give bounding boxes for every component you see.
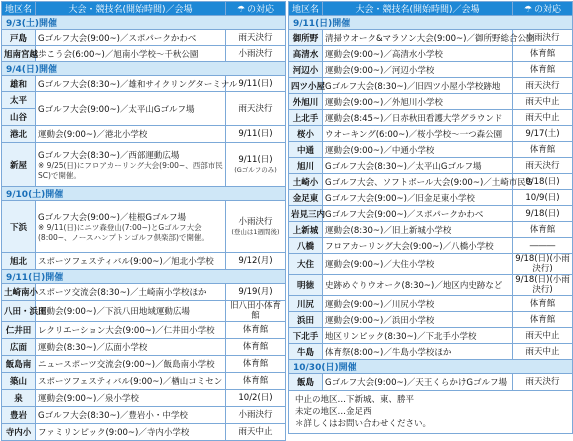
- section-date: 10/30(日)開催: [289, 360, 573, 374]
- section-date: 9/4(日)開催: [2, 62, 286, 76]
- event-text: Gゴルフ大会(9:00~)／旧金足東小学校: [325, 193, 475, 204]
- col-event-header: 大会・競技名(開始時間)／会場: [36, 2, 226, 16]
- event-cell: [36, 373, 226, 390]
- rain-response: [226, 390, 286, 407]
- rain-response: [226, 356, 286, 373]
- event-text: Gゴルフ大会(9:00~)／スポパークかわべ: [325, 209, 484, 220]
- event-cell: [36, 356, 226, 373]
- area-name: 上新城: [289, 222, 323, 238]
- area-name: 岩見三内: [289, 206, 323, 222]
- area-name: 豊岩: [2, 407, 36, 424]
- left-schedule-table: [1, 1, 285, 441]
- rain-response-text: 体育館: [529, 144, 556, 155]
- event-cell: [323, 328, 513, 344]
- table-row: [289, 374, 573, 391]
- table-row: [289, 312, 573, 328]
- rain-response: [513, 190, 573, 206]
- area-name: 八橋: [289, 238, 323, 254]
- table-row: [289, 328, 573, 344]
- rain-response: [226, 322, 286, 339]
- rain-response: [226, 339, 286, 356]
- area-name: 寺内小: [2, 424, 36, 441]
- area-name: 広面: [2, 339, 36, 356]
- area-name: 山谷: [2, 109, 36, 126]
- area-name: 大住: [289, 254, 323, 275]
- rain-response: [513, 46, 573, 62]
- section-header-row: [2, 16, 286, 30]
- table-row: [2, 301, 286, 322]
- rain-response-text: 9/11(日): [238, 78, 273, 89]
- rain-response-text: 雨天決行: [238, 103, 273, 114]
- area-name: 旭川: [289, 158, 323, 174]
- col-response-label: の対応: [247, 5, 275, 15]
- event-text: 運動会(9:00~)／中通小学校: [325, 145, 435, 156]
- area-name: 牛島: [289, 344, 323, 360]
- col-response-label: の対応: [534, 5, 562, 15]
- event-cell: [36, 407, 226, 424]
- event-cell: [323, 275, 513, 296]
- umbrella-icon: ☂: [236, 5, 246, 15]
- event-cell: [323, 374, 513, 391]
- event-text: 運動会(9:00~)／泉小学校: [38, 394, 139, 404]
- table-row: [2, 201, 286, 253]
- area-name: 桜小: [289, 126, 323, 142]
- rain-response-text: 体育館: [529, 224, 556, 235]
- table-row: [289, 206, 573, 222]
- event-cell: [323, 142, 513, 158]
- event-text: Gゴルフ大会、ソフトボール大会(9:00~)／土崎市民G: [325, 177, 533, 188]
- rain-response: [513, 78, 573, 94]
- rain-response: [513, 94, 573, 110]
- event-text: ウオーキング(6:00~)／桜小学校～一つ森公園: [325, 129, 503, 140]
- event-text: 運動会(8:30~)／広面小学校: [38, 343, 148, 353]
- event-text: 運動会(9:00~)／川尻小学校: [325, 299, 435, 310]
- rain-response-text: 9/19(月): [238, 287, 273, 297]
- area-name: 飯島: [289, 374, 323, 391]
- section-header-row: [289, 16, 573, 30]
- rain-response-text: 雨天中止: [525, 112, 560, 123]
- col-event-header: 大会・競技名(開始時間)／会場: [323, 2, 513, 16]
- area-name: 旭北: [2, 253, 36, 270]
- area-name: 明徳: [289, 275, 323, 296]
- area-name: 四ツ小屋: [289, 78, 323, 94]
- col-area-header: 地区名: [2, 2, 36, 16]
- event-text: Gゴルフ大会(8:30~)／旧四ツ小屋小学校跡地: [325, 81, 501, 92]
- rain-response-text: 旧八田小体育館: [229, 301, 281, 321]
- table-row: [2, 92, 286, 109]
- rain-response-text: 雨天中止: [525, 96, 560, 107]
- area-name: 仁井田: [2, 322, 36, 339]
- event-text: 史跡めぐりウオーク(8:30~)／地区内史跡など: [325, 281, 503, 291]
- rain-response-text: 10/9(日): [525, 192, 560, 203]
- rain-response: [513, 238, 573, 254]
- rain-response-text: 10/2(日): [238, 393, 273, 403]
- rain-response-text: 体育館: [242, 359, 269, 369]
- area-name: 雄和: [2, 76, 36, 92]
- rain-response: [513, 312, 573, 328]
- event-cell: [36, 390, 226, 407]
- event-cell: [36, 143, 226, 187]
- rain-response: [226, 253, 286, 270]
- table-row: [2, 76, 286, 92]
- table-row: [289, 78, 573, 94]
- event-cell: [36, 253, 226, 270]
- rain-response: [226, 92, 286, 126]
- rain-response-text: 雨天中止: [525, 330, 560, 341]
- table-row: [289, 142, 573, 158]
- rain-response-text: 雨天中止: [525, 346, 560, 357]
- table-row: [2, 424, 286, 441]
- rain-response-text: ―――: [529, 240, 556, 251]
- section-date: 9/11(日)開催: [2, 270, 286, 284]
- rain-response: [513, 62, 573, 78]
- table-row: [289, 254, 573, 275]
- rain-response-text: 雨天決行: [525, 80, 560, 91]
- event-cell: [36, 284, 226, 301]
- section-date: 9/3(土)開催: [2, 16, 286, 30]
- section-header-row: [289, 360, 573, 374]
- rain-response-text: 9/17(土): [525, 128, 560, 139]
- notes-cell: [289, 391, 573, 434]
- event-text: Gゴルフ大会(9:00~)／太平山Gゴルフ場: [38, 104, 195, 115]
- event-text: 清掃ウオーク&マラソン大会(9:00~)／御所野総合公園: [325, 33, 535, 44]
- rain-response-text: 9/18(日)(小雨決行): [515, 275, 570, 295]
- rain-response-text: 雨天決行: [238, 32, 273, 43]
- rain-response: [513, 296, 573, 312]
- rain-response: [513, 206, 573, 222]
- area-name: 下浜: [2, 201, 36, 253]
- event-cell: [323, 158, 513, 174]
- section-header-row: [2, 270, 286, 284]
- event-cell: [36, 301, 226, 322]
- rain-response-text: 体育館: [529, 64, 556, 75]
- event-text: 運動会(9:00~)／浜田小学校: [325, 315, 435, 326]
- rain-response-text: 体育館: [529, 298, 556, 309]
- event-cell: [36, 92, 226, 126]
- area-name: 金足東: [289, 190, 323, 206]
- area-name: 港北: [2, 126, 36, 143]
- event-text: Gゴルフ大会(8:30~)／太平山Gゴルフ場: [325, 161, 482, 172]
- event-cell: [323, 222, 513, 238]
- event-cell: [323, 206, 513, 222]
- event-cell: [323, 296, 513, 312]
- rain-response: [513, 158, 573, 174]
- table-row: [289, 275, 573, 296]
- event-text: Gゴルフ大会(8:30~)／豊岩小・中学校: [38, 411, 188, 421]
- event-cell: [323, 62, 513, 78]
- col-response-header: [226, 2, 286, 16]
- event-cell: [36, 46, 226, 62]
- rain-response: [513, 254, 573, 275]
- area-name: 土崎小: [289, 174, 323, 190]
- section-date: 9/11(日)開催: [289, 16, 573, 30]
- rain-response-text: 9/18(日): [525, 176, 560, 187]
- event-text: Gゴルフ大会(9:00~)／桂根Gゴルフ場: [38, 212, 187, 223]
- rain-response-text: 体育館: [529, 48, 556, 59]
- table-row: [2, 30, 286, 46]
- table-row: [2, 407, 286, 424]
- rain-response: [226, 284, 286, 301]
- event-cell: [323, 344, 513, 360]
- event-cell: [36, 339, 226, 356]
- event-text: 運動会(8:30~)／旧上新城小学校: [325, 225, 452, 236]
- rain-response-text: 雨天決行: [525, 160, 560, 171]
- table-row: [2, 284, 286, 301]
- rain-response: [513, 275, 573, 296]
- rain-response-note: (登山は1週間後): [231, 227, 280, 236]
- col-area-header: 地区名: [289, 2, 323, 16]
- notes-row: [289, 391, 573, 434]
- table-row: [289, 222, 573, 238]
- note-line: 未定の地区…金足西: [295, 407, 372, 417]
- table-row: [2, 143, 286, 187]
- event-text: スポーツフェスティバル(9:00~)／旭北小学校: [38, 257, 214, 267]
- rain-response-text: 9/11(日): [238, 154, 273, 165]
- area-name: 築山: [2, 373, 36, 390]
- rain-response: [226, 373, 286, 390]
- right-schedule-table: [288, 1, 572, 434]
- event-text: 地区リンピック(8:30~)／下北手小学校: [325, 331, 477, 342]
- col-response-header: [513, 2, 573, 16]
- section-header-row: [2, 62, 286, 76]
- rain-response: [513, 344, 573, 360]
- rain-response: [226, 301, 286, 322]
- area-name: 飯島南: [2, 356, 36, 373]
- event-cell: [323, 30, 535, 46]
- section-date: 9/10(土)開催: [2, 187, 286, 201]
- area-name: 下北手: [289, 328, 323, 344]
- event-text: Gゴルフ大会(9:00~)／スポパークかわべ: [38, 33, 197, 44]
- rain-response: [513, 374, 573, 391]
- table-row: [289, 344, 573, 360]
- event-cell: [323, 174, 533, 190]
- area-name: 戸島: [2, 30, 36, 46]
- event-text: ニュースポーツ交流会(9:00~)／飯島南小学校: [38, 360, 215, 370]
- table-row: [2, 46, 286, 62]
- rain-response-text: 小雨決行: [238, 48, 273, 59]
- event-cell: [36, 201, 226, 253]
- note-line: ＊詳しくはお問い合わせください。: [295, 419, 432, 429]
- table-row: [2, 390, 286, 407]
- table-row: [289, 174, 573, 190]
- event-text: 運動会(9:00~)／大住小学校: [325, 260, 435, 270]
- rain-response-text: 小雨決行: [525, 32, 560, 43]
- area-name: 旭南宮越: [2, 46, 36, 62]
- event-cell: [323, 46, 513, 62]
- table-row: [289, 296, 573, 312]
- table-row: [289, 110, 573, 126]
- table-row: [289, 62, 573, 78]
- area-name: 泉: [2, 390, 36, 407]
- table-row: [289, 190, 573, 206]
- event-cell: [36, 126, 226, 143]
- table-row: [289, 126, 573, 142]
- event-cell: [323, 238, 513, 254]
- header-row: [289, 2, 573, 16]
- event-text: スポーツ交流会(8:30~)／土崎南小学校ほか: [38, 288, 207, 298]
- rain-response: [513, 110, 573, 126]
- table-row: [2, 356, 286, 373]
- rain-response: [226, 424, 286, 441]
- event-note: ※ 9/25(日)にフロアカーリング大会(9:00~、西部市民SC)で開催。: [38, 160, 223, 180]
- event-cell: [323, 78, 513, 94]
- event-cell: [323, 110, 513, 126]
- event-cell: [36, 424, 226, 441]
- rain-response: [226, 407, 286, 424]
- area-name: 川尻: [289, 296, 323, 312]
- rain-response: [513, 126, 573, 142]
- rain-response: [226, 126, 286, 143]
- rain-response-text: 小雨決行: [238, 410, 273, 420]
- area-name: 高清水: [289, 46, 323, 62]
- area-name: 新屋: [2, 143, 36, 187]
- area-name: 土崎南小: [2, 284, 36, 301]
- table-row: [2, 253, 286, 270]
- right-table: [288, 1, 573, 434]
- rain-response-text: 体育館: [242, 376, 269, 386]
- area-name: 中通: [289, 142, 323, 158]
- event-text: 体育祭(8:00~)／牛島小学校ほか: [325, 347, 452, 358]
- event-cell: [36, 76, 238, 92]
- rain-response-text: 9/18(日): [525, 208, 560, 219]
- event-cell: [36, 322, 226, 339]
- rain-response: [226, 201, 286, 253]
- header-row: [2, 2, 286, 16]
- event-text: スポーツフェスティバル(9:00~)／楢山コミセン: [38, 377, 223, 387]
- area-name: 八田・浜田: [2, 301, 36, 322]
- event-cell: [323, 254, 513, 275]
- rain-response-text: 小雨決行: [238, 216, 273, 227]
- umbrella-icon: ☂: [523, 5, 533, 15]
- area-name: 上北手: [289, 110, 323, 126]
- rain-response: [513, 142, 573, 158]
- event-text: 運動会(9:00~)／下浜八田地域運動広場: [38, 307, 190, 317]
- table-row: [289, 238, 573, 254]
- event-text: フロアカーリング大会(9:00~)／八橋小学校: [325, 241, 494, 252]
- event-cell: [36, 30, 226, 46]
- area-name: 浜田: [289, 312, 323, 328]
- event-note: ※ 9/11(日)にニツ森登山(7:00~)とGゴルフ大会(8:00~、ノースハンプトンゴルフ倶楽部)で開催。: [38, 222, 209, 242]
- table-row: [2, 339, 286, 356]
- event-text: レクリエーション大会(9:00~)／仁井田小学校: [38, 326, 215, 336]
- rain-response-text: 雨天決行: [525, 377, 560, 387]
- rain-response: [513, 222, 573, 238]
- event-text: 運動会(9:00~)／高清水小学校: [325, 49, 443, 60]
- event-cell: [323, 126, 513, 142]
- rain-response-text: 体育館: [242, 342, 269, 352]
- event-text: Gゴルフ大会(9:00~)／天王くらかけGゴルフ場: [325, 378, 508, 388]
- table-row: [2, 322, 286, 339]
- rain-response-text: 体育館: [529, 314, 556, 325]
- rain-response-text: 9/18(日)(小雨決行): [515, 254, 570, 274]
- rain-response-text: 体育館: [242, 325, 269, 335]
- section-header-row: [2, 187, 286, 201]
- event-text: Gゴルフ大会(8:30~)／西部運動広場: [38, 150, 180, 161]
- table-row: [289, 30, 573, 46]
- event-cell: [323, 190, 513, 206]
- rain-response-text: 9/12(月): [238, 256, 273, 266]
- event-cell: [323, 94, 513, 110]
- table-row: [2, 126, 286, 143]
- rain-response: [226, 143, 286, 187]
- table-row: [289, 94, 573, 110]
- event-text: 運動会(9:00~)／河辺小学校: [325, 65, 435, 76]
- area-name: 御所野: [289, 30, 323, 46]
- event-text: 運動会(9:00~)／外旭川小学校: [325, 97, 443, 108]
- rain-response-text: 雨天中止: [238, 427, 273, 437]
- table-row: [289, 158, 573, 174]
- rain-response-text: 9/11(日): [238, 129, 273, 139]
- event-text: ファミリンピック(9:00~)／寺内小学校: [38, 428, 190, 438]
- table-row: [289, 46, 573, 62]
- rain-response: [226, 30, 286, 46]
- event-text: 歩こう会(6:00~)／旭南小学校～千秋公園: [38, 49, 199, 60]
- left-table: [1, 1, 286, 441]
- event-text: 運動会(8:45~)／日赤秋田看護大学グラウンド: [325, 113, 503, 124]
- rain-response: [226, 46, 286, 62]
- note-line: 中止の地区…下新城、東、勝平: [295, 395, 415, 405]
- event-text: Gゴルフ大会(8:30~)／雄和サイクリングターミナル: [38, 79, 238, 90]
- rain-response: [513, 328, 573, 344]
- table-row: [2, 373, 286, 390]
- area-name: 太平: [2, 92, 36, 109]
- area-name: 外旭川: [289, 94, 323, 110]
- event-text: 運動会(9:00~)／港北小学校: [38, 130, 148, 140]
- rain-response-note: (Gゴルフのみ): [234, 165, 277, 174]
- event-cell: [323, 312, 513, 328]
- area-name: 河辺小: [289, 62, 323, 78]
